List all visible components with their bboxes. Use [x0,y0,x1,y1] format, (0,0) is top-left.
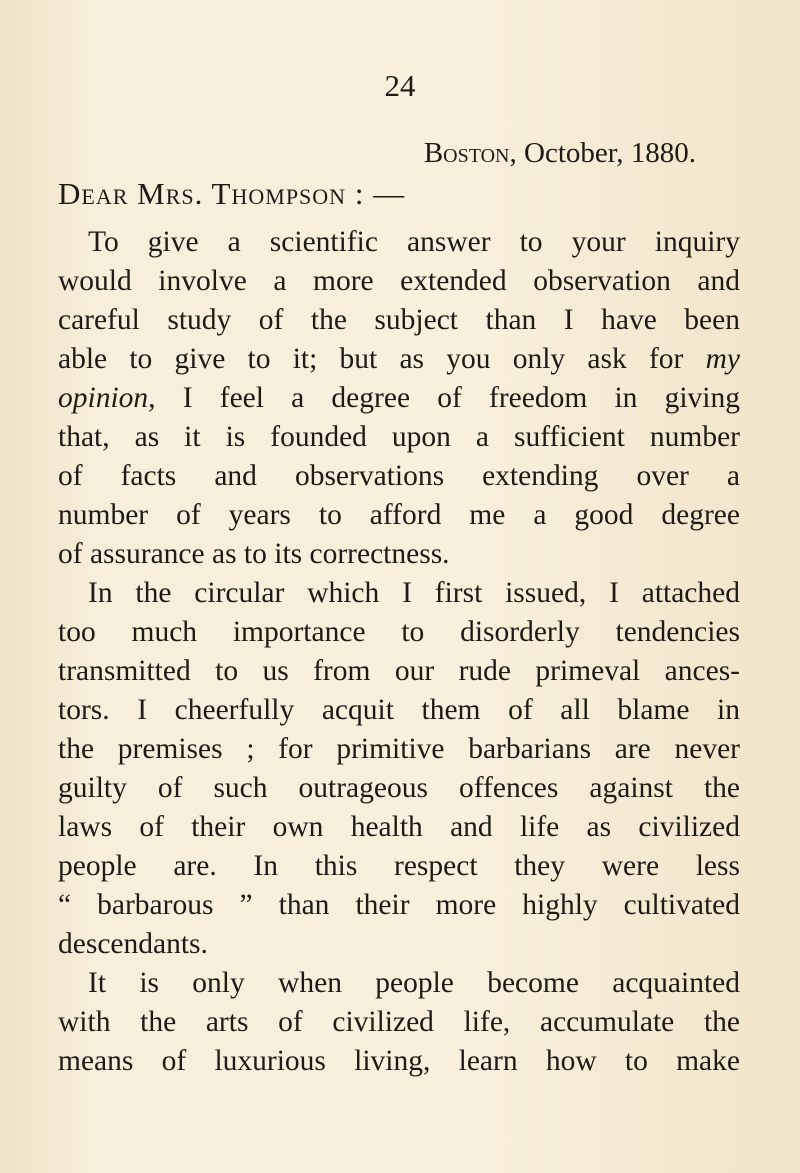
text-line: laws of their own health and life as civilized [58,811,740,843]
text-line [58,341,740,377]
salutation: Dear Mrs. Thompson : — [58,176,406,211]
text-line: To give a scientific answer to your inquiry [88,226,740,258]
italic-word-opinion: opinion, [58,382,156,414]
text-line: too much importance to disorderly tendencies [58,616,740,648]
page-number: 24 [384,68,416,103]
text-line [58,380,740,416]
text-line: would involve a more extended observation and [58,265,740,297]
text-line: guilty of such outrageous offences against the [58,772,740,804]
text-line-part: able to give to it; but as you only ask for [58,343,706,375]
dateline-date: October, 1880. [516,137,696,169]
text-line: that, as it is founded upon a sufficient number [58,421,740,453]
text-line: descendants. [58,928,208,960]
italic-word-my: my [705,343,740,375]
text-line: of assurance as to its correctness. [58,538,450,570]
text-line: tors. I cheerfully acquit them of all blame in [58,694,740,726]
dateline [424,136,696,170]
text-line: the premises ; for primitive barbarians are never [58,733,740,765]
text-line: transmitted to us from our rude primeval ances- [58,655,740,687]
text-line: of facts and observations extending over a [58,460,740,492]
text-line: “ barbarous ” than their more highly cultivated [58,889,740,921]
text-line: careful study of the subject than I have been [58,304,740,336]
text-line: In the circular which I first issued, I attached [88,577,740,609]
text-line: people are. In this respect they were less [58,850,740,882]
text-line: It is only when people become acquainted [88,967,740,999]
text-line: means of luxurious living, learn how to make [58,1045,740,1077]
text-line-part: I feel a degree of freedom in giving [155,382,740,414]
dateline-place: Boston, [423,137,517,169]
text-line: with the arts of civilized life, accumulate the [58,1006,740,1038]
text-line: number of years to afford me a good degree [58,499,740,531]
